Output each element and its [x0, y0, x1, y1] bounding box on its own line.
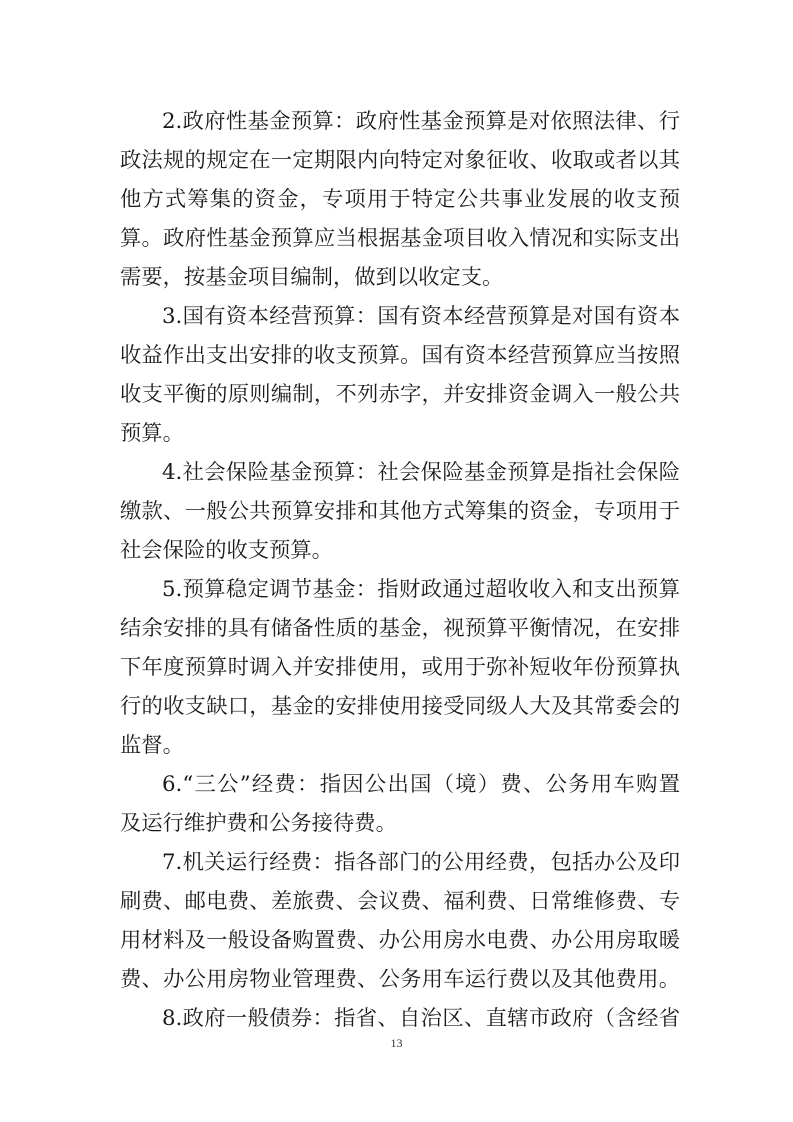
- paragraph-2-line-3: 收支平衡的原则编制，不列赤字，并安排资金调入一般公共: [120, 382, 680, 407]
- paragraph-1-line-5: 需要，按基金项目编制，做到以收定支。: [120, 265, 504, 290]
- paragraph-4-line-2: 结余安排的具有储备性质的基金，视预算平衡情况，在安排: [120, 616, 680, 641]
- paragraph-1-line-1: 2.政府性基金预算：政府性基金预算是对依照法律、行: [162, 109, 680, 134]
- paragraph-6-line-3: 用材料及一般设备购置费、办公用房水电费、办公用房取暖: [120, 928, 680, 953]
- paragraph-5-line-2: 及运行维护费和公务接待费。: [120, 811, 397, 836]
- paragraph-6-line-4: 费、办公用房物业管理费、公务用车运行费以及其他费用。: [120, 967, 680, 992]
- paragraph-1-line-2: 政法规的规定在一定期限内向特定对象征收、收取或者以其: [120, 148, 680, 173]
- paragraph-2-line-2: 收益作出支出安排的收支预算。国有资本经营预算应当按照: [120, 343, 680, 368]
- paragraph-3-line-3: 社会保险的收支预算。: [120, 538, 333, 563]
- page-number: 13: [390, 1036, 403, 1050]
- paragraph-5-line-1: 6.“三公”经费：指因公出国（境）费、公务用车购置: [162, 772, 680, 797]
- paragraph-1-line-4: 算。政府性基金预算应当根据基金项目收入情况和实际支出: [120, 226, 680, 251]
- paragraph-2-line-1: 3.国有资本经营预算：国有资本经营预算是对国有资本: [162, 304, 680, 329]
- paragraph-6-line-2: 刷费、邮电费、差旅费、会议费、福利费、日常维修费、专: [120, 889, 680, 914]
- paragraph-3-line-1: 4.社会保险基金预算：社会保险基金预算是指社会保险: [162, 460, 680, 485]
- paragraph-3-line-2: 缴款、一般公共预算安排和其他方式筹集的资金，专项用于: [120, 499, 680, 524]
- paragraph-6-line-1: 7.机关运行经费：指各部门的公用经费，包括办公及印: [162, 850, 680, 875]
- paragraph-4-line-4: 行的收支缺口，基金的安排使用接受同级人大及其常委会的: [120, 694, 680, 719]
- paragraph-2-line-4: 预算。: [120, 421, 184, 446]
- paragraph-7-line-1: 8.政府一般债券：指省、自治区、直辖市政府（含经省: [162, 1006, 680, 1031]
- paragraph-4-line-5: 监督。: [120, 733, 184, 758]
- paragraph-4-line-3: 下年度预算时调入并安排使用，或用于弥补短收年份预算执: [120, 655, 680, 680]
- paragraph-4-line-1: 5.预算稳定调节基金：指财政通过超收收入和支出预算: [162, 577, 680, 602]
- paragraph-1-line-3: 他方式筹集的资金，专项用于特定公共事业发展的收支预: [120, 187, 680, 212]
